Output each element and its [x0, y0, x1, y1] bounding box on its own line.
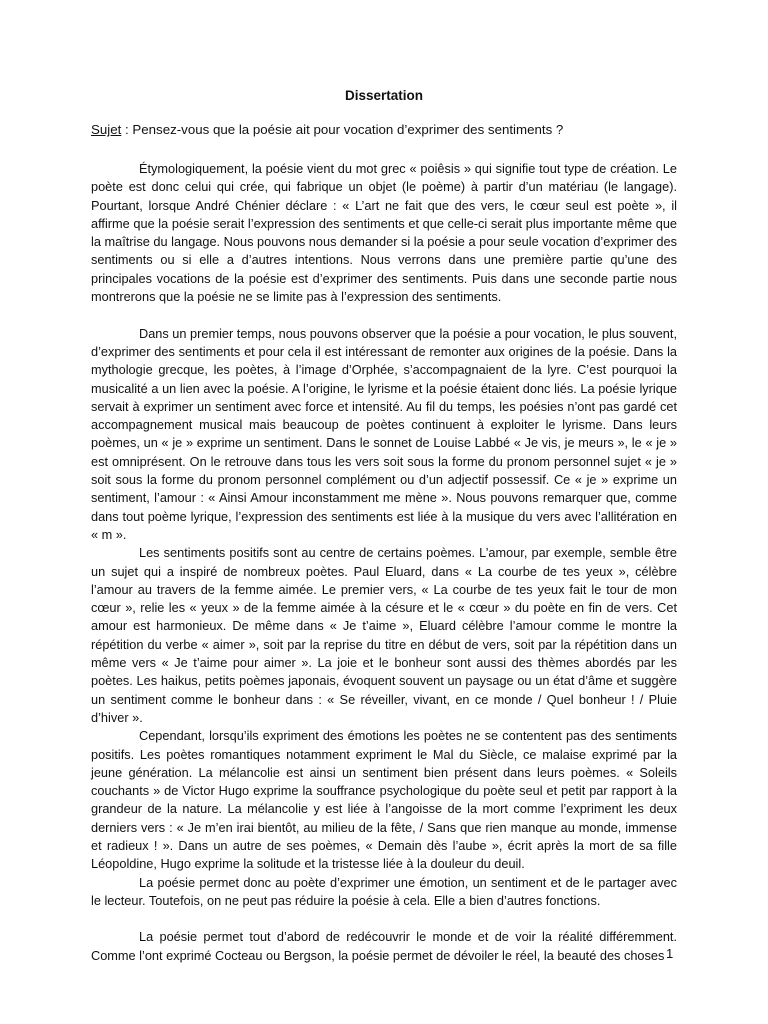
subject-text: : Pensez-vous que la poésie ait pour vocation d’exprimer des sentiments ?	[121, 122, 564, 137]
essay-body	[91, 160, 677, 965]
paragraph-deuxieme-partie: La poésie permet tout d’abord de redécouvrir le monde et de voir la réalité différemment. Comme l’ont exprimé Cocteau ou Bergson, la poésie permet de dévoiler le réel, la beauté des choses	[91, 929, 677, 963]
essay-subject	[91, 120, 691, 140]
paragraph-melancolie: Cependant, lorsqu’ils expriment des émotions les poètes ne se contentent pas des sentiments positifs. Les poètes romantiques notamment expriment le Mal du Siècle, ce malaise exprimé par la jeune génération. La mélancolie est ainsi un sentiment bien présent dans leurs poèmes. « Soleils couchants » de Victor Hugo exprime la souffrance psychologique du poète seul et petit par rapport à la grandeur de la nature. La mélancolie y est liée à l’angoisse de la mort comme l’expriment les deux derniers vers : « Je m’en irai bientôt, au milieu de la fête, / Sans que rien manque au monde, immense et radieux ! ». Dans un autre de ses poèmes, « Demain dès l’aube », écrit après la mort de sa fille Léopoldine, Hugo exprime la solitude et la tristesse liée à la douleur du deuil.	[91, 728, 677, 872]
paragraph-lyrisme: Dans un premier temps, nous pouvons observer que la poésie a pour vocation, le plus souvent, d’exprimer des sentiments et pour cela il est intéressant de remonter aux origines de la poésie. Dans la mythologie grecque, les poètes, à l’image d’Orphée, s’accompagnaient de la lyre. C’est pourquoi la musicalité a un lien avec la poésie. A l’origine, le lyrisme et la poésie étaient donc liés. La poésie lyrique servait à exprimer un sentiment avec force et intensité. Au fil du temps, les poésies n’ont pas gardé cet accompagnement musical mais beaucoup de poètes continuent à exploiter le lyrisme. Dans leurs poèmes, un « je » exprime un sentiment. Dans le sonnet de Louise Labbé « Je vis, je meurs », le « je » est omniprésent. On le retrouve dans tous les vers soit sous la forme du pronom personnel sujet « je » soit sous la forme du pronom personnel complément ou d’un adjectif possessif. Ce « je » exprime un sentiment, l’amour : « Ainsi Amour inconstamment me mène ». Nous pouvons remarquer que, comme dans tout poème lyrique, l’expression des sentiments est liée à la musique du vers avec l’allitération en « m ».	[91, 325, 677, 542]
paragraph-gap	[91, 306, 677, 324]
document-title: Dissertation	[344, 88, 424, 103]
paragraph-transition: La poésie permet donc au poète d’exprimer une émotion, un sentiment et de le partager avec le lecteur. Toutefois, on ne peut pas réduire la poésie à cela. Elle a bien d’autres fonctions.	[91, 874, 677, 908]
paragraph-introduction: Étymologiquement, la poésie vient du mot grec « poiêsis » qui signifie tout type de création. Le poète est donc celui qui crée, qui fabrique un objet (le poème) à partir d’un matériau (le langage). Pourtant, lorsque André Chénier déclare : « L’art ne fait que des vers, le cœur seul est poète », il affirme que la poésie serait l’expression des sentiments et que celle-ci serait plus importante même que la maîtrise du langage. Nous pouvons nous demander si la poésie a pour seule vocation d’exprimer des sentiments ou si elle a d’autres intentions. Nous verrons dans une première partie qu’une des principales vocations de la poésie est d’exprimer des sentiments. Puis dans une seconde partie nous montrerons que la poésie ne se limite pas à l’expression des sentiments.	[91, 161, 677, 305]
page-number: 1	[666, 946, 674, 961]
subject-label: Sujet	[91, 122, 122, 137]
paragraph-gap	[91, 910, 677, 928]
paragraph-sentiments-positifs: Les sentiments positifs sont au centre de certains poèmes. L’amour, par exemple, semble être un sujet qui a inspiré de nombreux poètes. Paul Eluard, dans « La courbe de tes yeux », célèbre l’amour au travers de la femme aimée. Le premier vers, « La courbe de tes yeux fait le tour de mon cœur », relie les « yeux » de la femme aimée à la césure et le « cœur » du poète en fin de vers. Cet amour est harmonieux. De même dans « Je t’aime », Eluard célèbre l’amour comme le montre la répétition du verbe « aimer », soit par la reprise du titre en début de vers, soit par la répétition dans un même vers « Je t’aime pour aimer ». La joie et le bonheur sont aussi des thèmes abordés par les poètes. Les haikus, petits poèmes japonais, évoquent souvent un paysage ou un état d’âme et suggère un sentiment comme le bonheur dans : « Se réveiller, vivant, en ce monde / Quel bonheur ! / Pluie d’hiver ».	[91, 545, 677, 725]
